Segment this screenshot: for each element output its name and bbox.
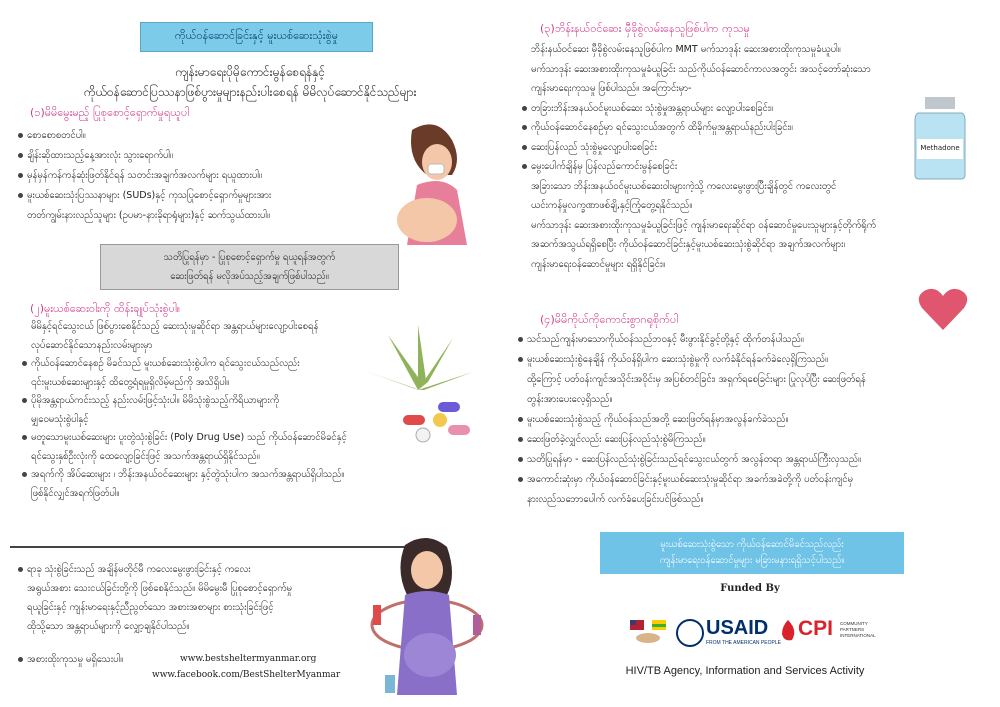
- handshake-flags-logo: [628, 618, 668, 648]
- list-item: မူးယစ်ဆေးသုံးစွဲနေချိန် ကိုယ်ဝန်ရှိပါက ဆေးသုံးစွဲမှုကို လက်ခံနိုင်ရန်ခက်ခဲလေ့ရှိကြသည်။: [518, 350, 978, 370]
- cpi-tagline: COMMUNITY PARTNERS INTERNATIONAL: [840, 621, 876, 638]
- cpi-logo-text: CPI: [798, 617, 834, 640]
- last-list-item: အစားထိုးကုသမှု မရှိသေးပါ။: [18, 650, 123, 670]
- cyan-note-line: ကျန်းမာရေးဝန်ဆောင်မှုများ မခြားမနားရရှိသင့်ပါသည်။: [659, 555, 845, 566]
- list-item: ဘိန်းနယ်ဝင်ဆေး မှီခိုစွဲလမ်းနေသူဖြစ်ပါက MMT မက်သာဒုန်း ဆေးအစားထိုးကုသမှုခံယူပါ။: [531, 44, 841, 55]
- section1-list: [18, 126, 378, 226]
- right-section4-title: (၄)မိမိကိုယ်ကိုကောင်းစွာဂရုစိုက်ပါ: [540, 313, 679, 326]
- list-item: တတ်ကျွမ်းနားလည်သူများ (ဥပမာ-နားခိုရာရုံများ)နှင့် ဆက်သွယ်ထားပါ။: [27, 210, 270, 221]
- cyan-note-line: မူးယစ်ဆေးသုံးစွဲသော ကိုယ်ဝန်ဆောင်မိခင်သည်လည်း: [660, 539, 844, 550]
- list-item: ရင်သွေးနှစ်ဦးလုံးကို ထေလျော့ခြင်းဖြင့် အသက်အန္တရာယ်ရှိနိုင်သည်။: [31, 450, 260, 462]
- section1-title: (၁)မိမိမွေးမည့် ပြုစုစောင့်ရှောက်မှုရယူပါ: [30, 106, 190, 119]
- list-item: မိမိနှင့်ရင်သွေးငယ် ဖြစ်ပွားစေနိုင်သည့် ဆေးသုံးမှုဆိုင်ရာ အန္တရာယ်များလျော့ပါးစေရန်: [31, 321, 319, 332]
- cannabis-pills-illustration: [348, 320, 488, 450]
- list-item: မှန်မှန်ကန်ကန်ဆုံးဖြတ်နိုင်ရန် သတင်းအချက်အလက်များ ရယူထားပါ။: [18, 166, 378, 186]
- left-heading-2: ကိုယ်ဝန်ဆောင်ပြဿနာဖြစ်ပွားမှုများနည်းပါးစေရန် မိမိလုပ်ဆောင်နိုင်သည်များ: [83, 85, 417, 99]
- list-item: ကျန်းမာရေးကုသမှု ဖြစ်ပါသည်။ အကြောင်းမှာ-: [531, 83, 692, 94]
- list-item: ပိုမိုအန္တရာယ်ကင်းသည့် နည်းလမ်းဖြင့်သုံးပါ။ မိမိသုံးစွဲသည့်ကိရိယာများကို: [22, 392, 362, 411]
- list-item: အဆက်အသွယ်ရရှိစေပြီး ကိုယ်ဝန်ဆောင်ခြင်းနှင့်မူးယစ်ဆေးသုံးစွဲဆိုင်ရာ အချက်အလက်များ၊: [531, 239, 846, 250]
- list-item: နားလည်သဘောပေါက် လက်ခံပေးခြင်းပင်ဖြစ်သည်။: [527, 494, 704, 505]
- pregnant-woman-pills-illustration: [365, 535, 490, 700]
- usaid-logo-text: USAID: [706, 617, 769, 639]
- list-item: တွန်းအားပေးလေ့ရှိသည်။: [527, 394, 613, 405]
- bottle-label: Methadone: [920, 144, 960, 152]
- list-item: မက်သာဒုန်း ဆေးအစားထိုးကုသမှုခံယူခြင်း သည်ကိုယ်ဝန်ဆောင်ကာလအတွင်း အသင့်တော်ဆုံးသော: [531, 63, 871, 75]
- list-item: ရယူခြင်းနှင့် ကျန်းမာရေးနှင့်ညီညွတ်သော အစားအစာများ စားသုံးခြင်းဖြင့်: [27, 602, 274, 613]
- list-item: ဖြစ်နိုင်လျှင်အရက်ဖြတ်ပါ။: [31, 487, 120, 499]
- list-item: လုပ်ဆောင်နိုင်သောနည်းလမ်းများမှာ: [31, 339, 153, 351]
- list-item: ယင်းကန်မှုလက္ခဏာဖစ်ချိ,နှင့်ကြုံတွေ့ရနိုင်သည်။: [531, 200, 693, 211]
- list-item: မျှဝေမသုံးစွဲပါနှင့်: [31, 413, 89, 425]
- section3-list: [18, 560, 358, 636]
- funded-by-label: Funded By: [720, 583, 780, 594]
- section2-list: [22, 318, 362, 503]
- cpi-flame-icon: [778, 618, 798, 642]
- list-item: အခြားသော ဘိန်းအနယ်ဝင်မူးယစ်ဆေးဝါးများကဲ့သို့ ကလေးမွေးဖွားပြီးချိန်တွင် ကလေးတွင်: [531, 180, 837, 192]
- list-item: ထိုသို့သော အန္တရာယ်များကို လျှော့ချနိုင်ပါသည်။: [27, 621, 190, 632]
- list-item: ရာခု သုံးစွဲခြင်းသည် အချိန်မတိုင်မီ ကလေးမွေးဖွားခြင်းနှင့် ကလေး: [18, 560, 358, 579]
- agency-name: HIV/TB Agency, Information and Services Activity: [625, 665, 865, 677]
- website-link[interactable]: www.bestsheltermyanmar.org: [180, 654, 317, 664]
- list-item: သင်သည်ကျန်းမာသောကိုယ်ဝန်သည်ဘဝနှင့် မီးဖွားနိုင်ခွင့်တို့နှင့် ထိုက်တန်ပါသည်။: [518, 330, 978, 350]
- facebook-link[interactable]: www.facebook.com/BestShelterMyanmar: [152, 670, 341, 680]
- list-item: မတူသောမူးယစ်ဆေးများ ပူးတွဲသုံးစွဲခြင်း (Poly Drug Use) သည် ကိုယ်ဝန်ဆောင်မိခင်နှင့်: [22, 429, 362, 448]
- list-item: မူးယစ်ဆေးသုံးပြဿနာများ (SUDs)နှင့် ကုသပြုစောင့်ရှောက်မှုများအား: [18, 186, 378, 206]
- list-item: ဆေးပြန်လည် သုံးစွဲမှုလျော့ပါးစေခြင်း: [522, 138, 982, 158]
- list-item: ဆေးဖြတ်ခဲ့လျှင်လည်း ဆေးပြန်လည်သုံးစွဲမိကြသည်။: [518, 430, 978, 450]
- usaid-tagline: FROM THE AMERICAN PEOPLE: [706, 640, 781, 646]
- list-item: မက်သာဒုန်း ဆေးအစားထိုးကုသမှုခံယူခြင်းဖြင့် ကျန်းမာရေးဆိုင်ရာ ဝန်ဆောင်မှုပေးသူများနှင့်တိုက်ရိုက်: [531, 219, 876, 231]
- left-title-box: ကိုယ်ဝန်ဆောင်ခြင်းနှင့် မူးယစ်ဆေးသုံးစွဲမှု: [140, 22, 373, 52]
- grey-note-line: သတိပြုရန်မှာ - ပြုစုစောင့်ရှောက်မှု ရယူရန်အတွက်: [163, 252, 336, 263]
- divider: [10, 546, 415, 548]
- list-item: ကိုယ်ဝန်ဆောင်နေစဉ် မိခင်သည် မူးယစ်ဆေးသုံးစွဲပါက ရင်သွေးငယ်သည်လည်း: [22, 355, 362, 374]
- grey-note-box: [100, 244, 399, 290]
- section2-title: (၂)မူးယစ်ဆေးဝါးကို ထိန်းချုပ်သုံးစွဲပါ။: [30, 302, 181, 315]
- list-item: မွေးပေါက်ချိန်မှ ပြန်လည်ကောင်းမွန်စေခြင်း: [522, 157, 982, 177]
- left-heading-1: ကျန်းမာရေးပိုမိုကောင်းမွန်စေရန်နှင့်: [174, 65, 326, 79]
- usaid-seal-icon: [676, 619, 704, 647]
- list-item: ကျန်းမာရေးဝန်ဆောင်မှုများ ရရှိနိုင်ခြင်း။: [531, 258, 666, 270]
- list-item: အရက်ကို အိပ်ဆေးများ ၊ ဘိန်းအနယ်ဝင်ဆေးများ နှင့်တွဲသုံးပါက အသက်အန္တရာယ်ရှိပါသည်။: [22, 466, 362, 485]
- list-item: သတိပြုရန်မှာ - ဆေးပြန်လည်သုံးစွဲခြင်းသည်ရင်သွေးငယ်တွက် အလွန်တရာ အန္တရာယ်ကြီးလှသည်။: [518, 450, 978, 470]
- methadone-bottle-icon: [905, 95, 975, 180]
- heart-icon: [918, 286, 968, 332]
- list-item: ချိန်းဆိုထားသည့်နေ့အားလုံး သွားရောက်ပါ။: [18, 146, 378, 166]
- list-item: တခြားဘိန်းအနယ်ဝင်မူးယစ်ဆေး သုံးစွဲမှုအန္တရာယ်များ လျော့ပါးစေခြင်း။: [522, 99, 982, 119]
- right-section4-list: [518, 330, 978, 510]
- right-section3-title: (၃)ဘိန်းနယ်ဝင်ဆေး မှီခိုစွဲလမ်းနေသူဖြစ်ပါက ကုသမှု: [540, 22, 750, 35]
- right-panel: [500, 0, 1000, 707]
- grey-note-line: ဆေးဖြတ်ရန် မလိုအပ်သည့်အချက်ဖြစ်ပါသည်။: [170, 271, 329, 282]
- cyan-note-box: [600, 532, 904, 574]
- list-item: ၎င်းမူးယစ်ဆေးများနှင့် ထိတွေ့ရံရမှုရှိလိမ့်မည်ကို အသိရှိပါ။: [31, 376, 230, 388]
- list-item: စောစောစတင်ပါ။: [18, 126, 378, 146]
- list-item: မူးယစ်ဆေးသုံးစွဲသည့် ကိုယ်ဝန်သည်အတို့ ဆေးဖြတ်ရန်မှာအလွန်ခက်ခဲသည်။: [518, 410, 978, 430]
- list-item: ကိုယ်ဝန်ဆောင်နေစဉ်မှာ ရင်သွေးငယ်အတွက် ထိခိုက်မှုအန္တရာယ်နည်းပါးခြင်း။: [522, 118, 982, 138]
- pregnant-woman-illustration: [382, 120, 492, 245]
- list-item: အရွယ်အစား သေးငယ်ခြင်းတို့ကို ဖြစ်စေနိုင်သည်။ မိမိမွေးမီ ပြုစုစောင့်ရှောက်မှု: [27, 583, 292, 594]
- list-item: ထို့ကြောင့် ပတ်ဝန်းကျင်အသိုင်းအဝိုင်းမှ အပြစ်တင်ခြင်း၊ အရှက်ရစေခြင်းများ ပြုလုပ်ပြီး ဆေးဖြတ်ရန်: [527, 374, 866, 385]
- list-item: အကောင်းဆုံးမှာ ကိုယ်ဝန်ဆောင်ခြင်းနှင့်မူးယစ်ဆေးသုံးမှုဆိုင်ရာ အခက်အခဲတို့ကို ပတ်ဝန်းကျင်မှ: [518, 470, 978, 490]
